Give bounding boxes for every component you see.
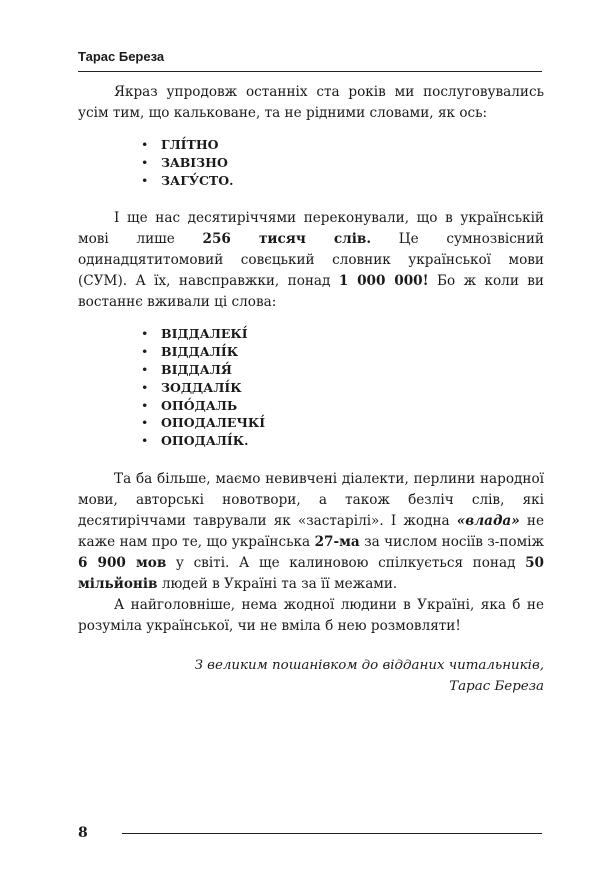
text-run: людей в Україні та за її межами. <box>157 575 398 592</box>
page-body <box>78 82 544 697</box>
text-run: І ще нас десятиріччями переконували, що в українській мові лише <box>78 210 544 248</box>
text-run: Та ба більше, маємо невивчені діалекти, перлини народної мови, авторські новотвори, а також безліч слів, які десятиріччами таврували як «застарілі». І жодна <box>78 470 544 529</box>
list-item: • ГЛІ́ТНО <box>161 136 544 154</box>
running-head: Тарас Береза <box>78 49 165 64</box>
bold-run: 256 тисяч слів. <box>202 231 372 248</box>
text-run: Це сумнозвісний одинадцятитомовий совєцький словник української мови (СУМ). А їх, навсправжки, понад <box>78 231 544 290</box>
bold-run: 6 900 мов <box>78 554 167 571</box>
list-item: • ВІДДАЛЕКІ́ <box>161 325 544 343</box>
list-item: • ОПОДАЛІ́К. <box>161 432 544 450</box>
list-item: • ВІДДАЛЯ́ <box>161 361 544 379</box>
signature-line: З великим пошанівком до відданих читальників, <box>194 657 544 673</box>
paragraph-conclusion: А найголовніше, нема жодної людини в Україні, яка б не розуміла української, чи не вміла б нею розмовляти! <box>78 596 544 634</box>
list-item: • ОПО́ДАЛЬ <box>161 397 544 415</box>
page-number: 8 <box>78 825 88 841</box>
bold-run: 50 мільйонів <box>78 554 545 592</box>
list-item: • ЗОДДАЛІ́К <box>161 379 544 397</box>
bold-run: 27-ма <box>314 533 360 550</box>
header-rule <box>78 71 542 72</box>
paragraph-intro: Якраз упродовж останніх ста років ми послуговувались усім тим, що кальковане, та не рідними словами, як ось: <box>78 84 544 121</box>
signature-author: Тарас Береза <box>449 678 544 694</box>
text-run: за числом носіїв з-поміж <box>359 533 544 550</box>
text-run: не каже нам про те, що українська <box>78 512 544 550</box>
list-item: • ЗАГУ́СТО. <box>161 172 544 190</box>
list-item: • ЗAВІЗНО <box>161 154 544 172</box>
paragraph-dialects <box>78 469 544 595</box>
list-item: • ВІДДАЛІ́К <box>161 343 544 361</box>
word-list-2 <box>78 325 544 450</box>
list-item: • ОПОДАЛЕЧКІ́ <box>161 414 544 432</box>
word-list-1 <box>78 136 544 189</box>
signature <box>78 655 544 697</box>
italic-run: «влада» <box>456 512 520 529</box>
text-run: у світі. А ще калиновою спілкується понад <box>166 554 526 571</box>
paragraph-dictionary <box>78 208 544 313</box>
footer-rule <box>122 833 542 834</box>
bold-run: 1 000 000! <box>338 273 429 290</box>
text-run: Бо ж коли ви востаннє вживали ці слова: <box>78 273 544 311</box>
